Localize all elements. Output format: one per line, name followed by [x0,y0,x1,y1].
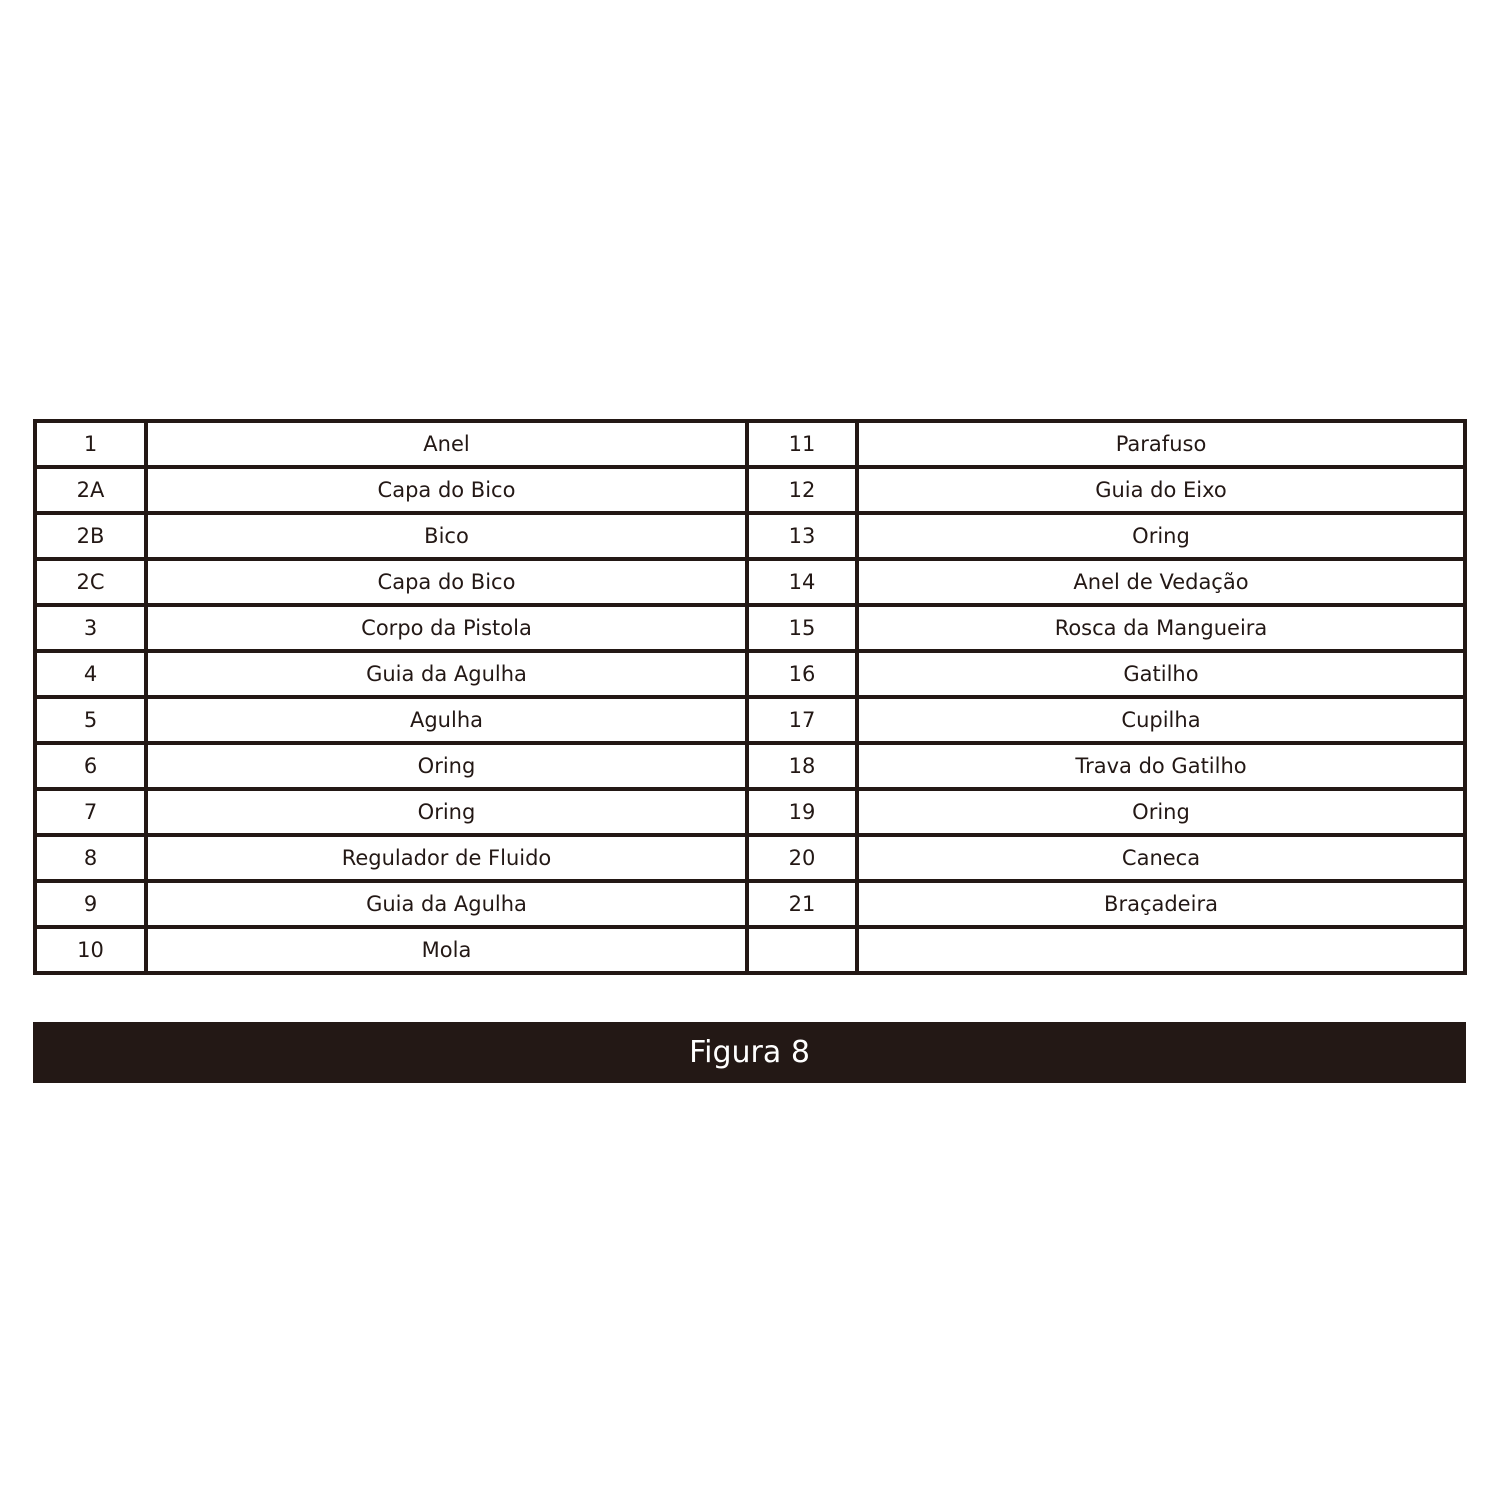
table-row [35,559,1465,605]
part-name-cell: Braçadeira [857,881,1465,927]
part-number-cell: 6 [35,743,146,789]
part-name-cell: Guia da Agulha [146,651,747,697]
table-row [35,789,1465,835]
part-name-cell: Capa do Bico [146,467,747,513]
part-name-cell: Guia da Agulha [146,881,747,927]
part-name-cell: Mola [146,927,747,973]
parts-table-body [35,421,1465,973]
part-number-cell: 15 [747,605,857,651]
parts-table [33,419,1467,975]
part-name-cell: Caneca [857,835,1465,881]
part-name-cell: Regulador de Fluido [146,835,747,881]
part-name-cell: Capa do Bico [146,559,747,605]
part-name-cell: Guia do Eixo [857,467,1465,513]
part-number-cell: 1 [35,421,146,467]
part-name-cell: Gatilho [857,651,1465,697]
part-name-cell: Bico [146,513,747,559]
figure-caption: Figura 8 [689,1035,810,1070]
table-row [35,651,1465,697]
part-number-cell: 12 [747,467,857,513]
part-number-cell: 10 [35,927,146,973]
part-number-cell: 3 [35,605,146,651]
part-number-cell [747,927,857,973]
part-name-cell: Cupilha [857,697,1465,743]
part-number-cell: 9 [35,881,146,927]
part-number-cell: 8 [35,835,146,881]
part-number-cell: 2C [35,559,146,605]
part-number-cell: 13 [747,513,857,559]
table-row [35,697,1465,743]
part-number-cell: 20 [747,835,857,881]
part-number-cell: 18 [747,743,857,789]
part-number-cell: 5 [35,697,146,743]
figure-caption-bar [33,1022,1466,1083]
part-name-cell: Oring [146,743,747,789]
part-name-cell: Trava do Gatilho [857,743,1465,789]
table-row [35,467,1465,513]
part-number-cell: 4 [35,651,146,697]
part-number-cell: 14 [747,559,857,605]
part-name-cell: Agulha [146,697,747,743]
part-number-cell: 17 [747,697,857,743]
table-row [35,421,1465,467]
part-name-cell: Anel de Vedação [857,559,1465,605]
part-number-cell: 19 [747,789,857,835]
part-number-cell: 11 [747,421,857,467]
part-name-cell: Parafuso [857,421,1465,467]
part-name-cell: Rosca da Mangueira [857,605,1465,651]
part-name-cell: Anel [146,421,747,467]
table-row [35,927,1465,973]
table-row [35,513,1465,559]
part-name-cell: Oring [146,789,747,835]
part-name-cell: Corpo da Pistola [146,605,747,651]
part-number-cell: 2B [35,513,146,559]
table-row [35,743,1465,789]
part-number-cell: 2A [35,467,146,513]
part-number-cell: 7 [35,789,146,835]
part-name-cell [857,927,1465,973]
part-number-cell: 21 [747,881,857,927]
part-name-cell: Oring [857,513,1465,559]
part-number-cell: 16 [747,651,857,697]
table-row [35,881,1465,927]
part-name-cell: Oring [857,789,1465,835]
table-row [35,835,1465,881]
table-row [35,605,1465,651]
